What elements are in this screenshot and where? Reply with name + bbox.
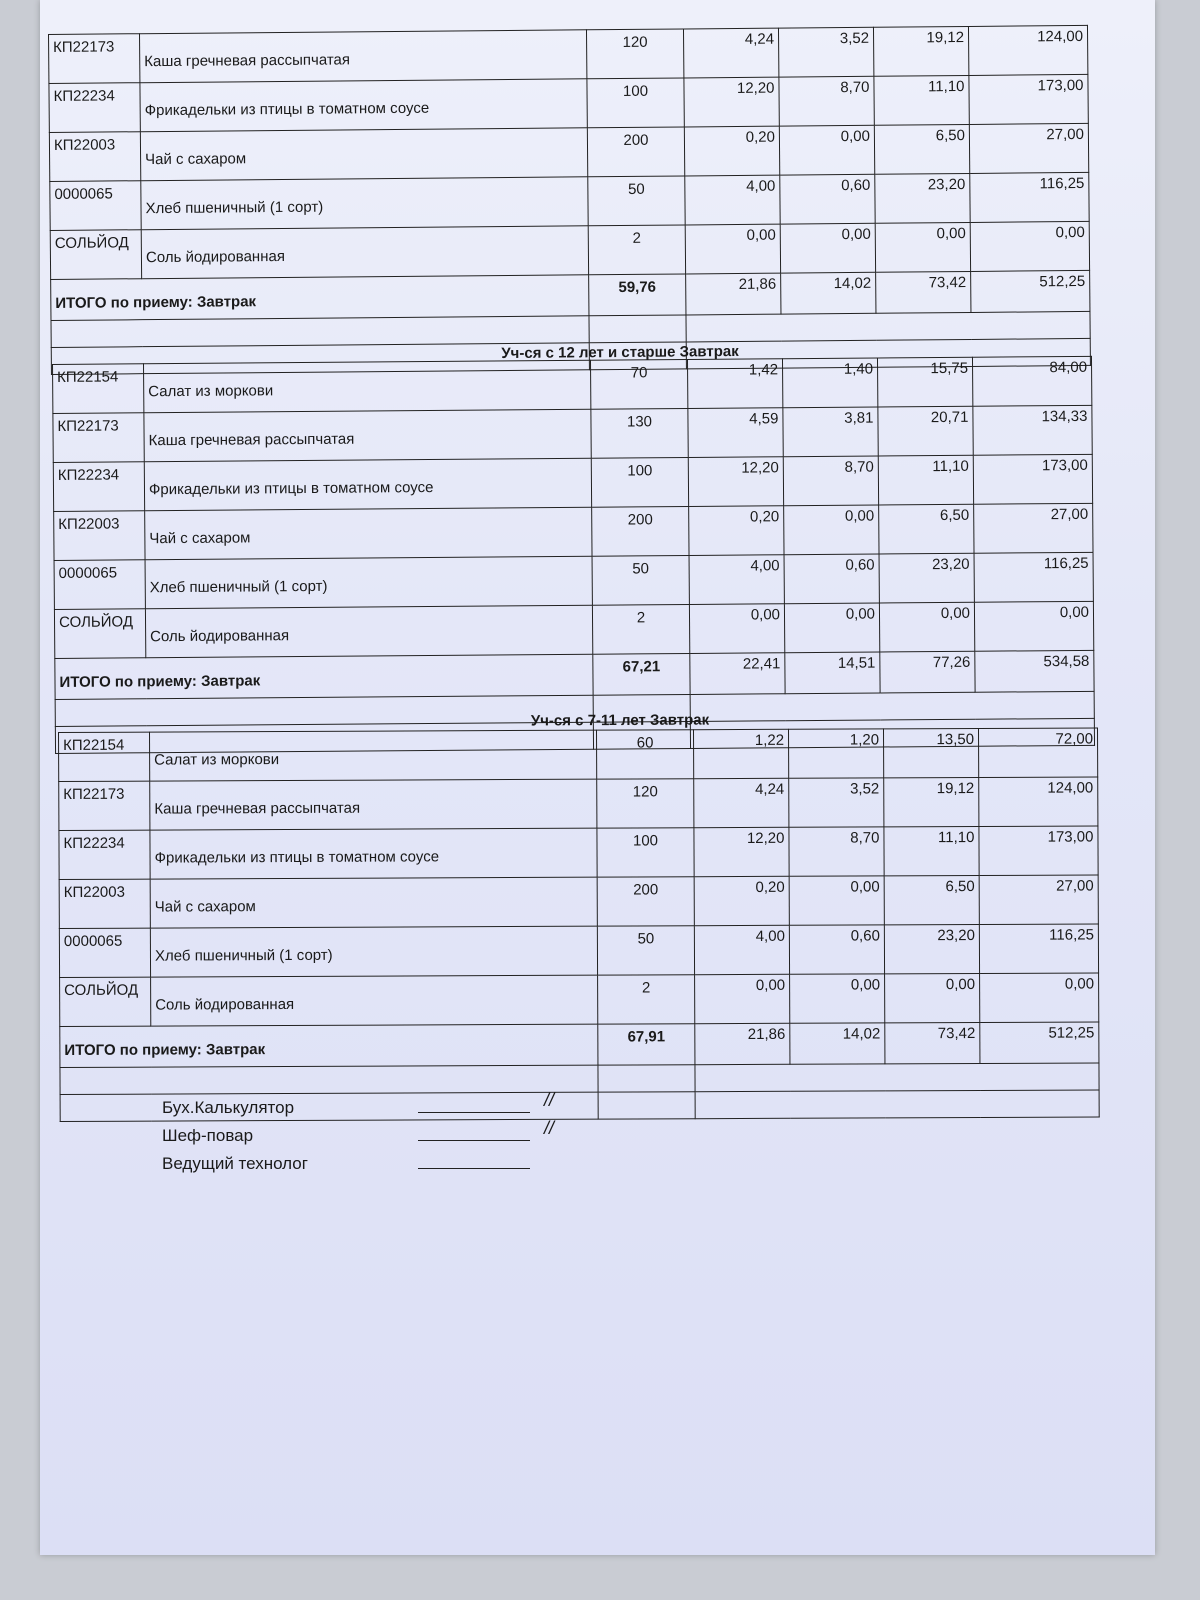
cell-p: 12,20 — [688, 457, 783, 507]
cell-qty: 200 — [592, 507, 689, 557]
table-row — [59, 728, 1098, 782]
total-f: 14,02 — [790, 1023, 885, 1064]
total-row — [60, 1022, 1099, 1068]
cell-p: 0,20 — [684, 126, 779, 176]
cell-c: 11,10 — [878, 455, 973, 505]
cell-name: Фрикадельки из птицы в томатном соусе — [144, 458, 591, 511]
cell-code: 0000065 — [59, 928, 150, 977]
cell-c: 6,50 — [884, 875, 979, 924]
cell-p: 4,24 — [683, 28, 778, 78]
cell-code: КП22173 — [59, 781, 150, 830]
signature-mark: // — [544, 1090, 555, 1110]
cell-name: Салат из моркови — [144, 360, 591, 413]
cell-kcal: 116,25 — [979, 924, 1098, 974]
table-row — [59, 826, 1098, 880]
cell-qty: 2 — [598, 975, 695, 1024]
menu-table-section-3 — [58, 727, 1100, 1122]
cell-kcal: 27,00 — [969, 123, 1088, 173]
cell-f: 8,70 — [789, 827, 884, 876]
cell-name: Фрикадельки из птицы в томатном соусе — [150, 828, 597, 879]
table-row — [60, 973, 1099, 1027]
cell-kcal: 116,25 — [974, 552, 1093, 602]
cell-kcal: 173,00 — [969, 74, 1088, 124]
table-row — [49, 123, 1088, 181]
cell-qty: 120 — [597, 779, 694, 828]
empty-cell — [695, 1063, 1099, 1092]
table-row — [54, 503, 1093, 560]
cell-c: 23,20 — [879, 553, 974, 603]
cell-f: 0,00 — [779, 125, 874, 175]
total-price: 59,76 — [589, 274, 686, 316]
cell-c: 6,50 — [874, 124, 969, 174]
total-label: ИТОГО по приему: Завтрак — [51, 275, 589, 321]
signature-line — [418, 1168, 530, 1169]
cell-f: 3,52 — [778, 27, 873, 77]
cell-kcal: 124,00 — [968, 25, 1087, 75]
total-price: 67,91 — [598, 1024, 695, 1065]
cell-kcal: 173,00 — [973, 454, 1092, 504]
total-f: 14,51 — [785, 652, 880, 694]
cell-code: КП22173 — [53, 413, 144, 463]
cell-name: Соль йодированная — [141, 226, 588, 279]
cell-qty: 200 — [587, 127, 684, 177]
cell-name: Салат из моркови — [150, 730, 597, 781]
cell-qty: 100 — [587, 78, 684, 128]
total-c: 73,42 — [876, 271, 971, 313]
cell-c: 11,10 — [884, 826, 979, 875]
cell-c: 19,12 — [884, 777, 979, 826]
cell-c: 11,10 — [874, 75, 969, 125]
total-kcal: 534,58 — [975, 650, 1094, 692]
cell-name: Чай с сахаром — [145, 507, 592, 560]
cell-p: 12,20 — [694, 827, 789, 876]
section-heading-12-plus: Уч-ся с 12 лет и старше Завтрак — [501, 342, 739, 363]
cell-p: 0,00 — [685, 224, 780, 274]
cell-code: 0000065 — [50, 181, 141, 231]
cell-f: 0,60 — [780, 174, 875, 224]
cell-p: 12,20 — [684, 77, 779, 127]
cell-code: КП22003 — [49, 132, 140, 182]
menu-table-section-2 — [52, 356, 1095, 754]
cell-name: Хлеб пшеничный (1 сорт) — [145, 556, 592, 609]
cell-f: 3,52 — [789, 778, 884, 827]
cell-p: 4,00 — [685, 175, 780, 225]
cell-name: Каша гречневая рассыпчатая — [150, 779, 597, 830]
cell-code: КП22234 — [49, 83, 140, 133]
empty-cell — [695, 1090, 1099, 1119]
cell-kcal: 27,00 — [979, 875, 1098, 925]
cell-name: Соль йодированная — [151, 975, 598, 1026]
empty-cell — [60, 1065, 598, 1094]
cell-p: 4,24 — [694, 778, 789, 827]
cell-f: 1,20 — [788, 729, 883, 778]
cell-kcal: 0,00 — [974, 601, 1093, 651]
cell-code: КП22173 — [49, 34, 140, 84]
table-row — [50, 221, 1089, 279]
cell-p: 4,00 — [689, 555, 784, 605]
cell-f: 0,00 — [784, 505, 879, 555]
empty-cell — [686, 311, 1090, 342]
cell-code: СОЛЬЙОД — [50, 230, 141, 280]
cell-code: КП22003 — [59, 879, 150, 928]
signature-block — [162, 1090, 622, 1182]
cell-name: Хлеб пшеничный (1 сорт) — [141, 177, 588, 230]
cell-name: Каша гречневая рассыпчатая — [140, 30, 587, 83]
cell-kcal: 84,00 — [972, 356, 1091, 406]
signature-label-chef: Шеф-повар — [162, 1126, 254, 1145]
cell-qty: 200 — [597, 877, 694, 926]
signature-line — [418, 1140, 530, 1141]
cell-qty: 100 — [591, 458, 688, 508]
cell-c: 15,75 — [877, 357, 972, 407]
cell-p: 1,22 — [693, 729, 788, 778]
total-label: ИТОГО по приему: Завтрак — [55, 654, 593, 699]
cell-qty: 100 — [597, 828, 694, 877]
cell-code: КП22154 — [59, 732, 150, 781]
cell-p: 0,20 — [689, 506, 784, 556]
cell-f: 1,40 — [782, 358, 877, 408]
cell-name: Чай с сахаром — [150, 877, 597, 928]
table-row — [59, 875, 1098, 929]
total-price: 67,21 — [593, 653, 690, 695]
cell-qty: 2 — [592, 605, 689, 655]
cell-kcal: 173,00 — [979, 826, 1098, 876]
cell-qty: 50 — [592, 556, 689, 606]
cell-c: 23,20 — [875, 173, 970, 223]
empty-cell — [598, 1065, 695, 1092]
cell-f: 0,00 — [789, 876, 884, 925]
table-row — [50, 172, 1089, 230]
cell-qty: 50 — [597, 926, 694, 975]
total-p: 21,86 — [695, 1023, 790, 1064]
cell-qty: 50 — [588, 176, 685, 226]
signature-label-technologist: Ведущий технолог — [162, 1154, 308, 1173]
cell-f: 8,70 — [779, 76, 874, 126]
cell-p: 0,00 — [695, 974, 790, 1023]
cell-f: 0,00 — [784, 603, 879, 653]
cell-qty: 60 — [596, 730, 693, 779]
cell-code: КП22154 — [53, 364, 144, 414]
total-c: 77,26 — [880, 651, 975, 693]
cell-code: СОЛЬЙОД — [54, 609, 145, 659]
total-kcal: 512,25 — [980, 1022, 1099, 1064]
cell-code: 0000065 — [54, 560, 145, 610]
cell-p: 0,20 — [694, 876, 789, 925]
total-kcal: 512,25 — [971, 270, 1090, 312]
cell-code: КП22003 — [54, 511, 145, 561]
cell-name: Фрикадельки из птицы в томатном соусе — [140, 79, 587, 132]
cell-c: 0,00 — [875, 222, 970, 272]
table-row — [53, 454, 1092, 511]
cell-p: 0,00 — [689, 604, 784, 654]
signature-mark: // — [544, 1118, 555, 1138]
cell-code: КП22234 — [53, 462, 144, 512]
total-f: 14,02 — [781, 272, 876, 314]
cell-f: 0,60 — [789, 925, 884, 974]
cell-kcal: 0,00 — [970, 221, 1089, 271]
table-row — [53, 405, 1092, 462]
cell-p: 4,00 — [694, 925, 789, 974]
total-label: ИТОГО по приему: Завтрак — [60, 1024, 598, 1067]
cell-code: СОЛЬЙОД — [60, 977, 151, 1026]
cell-c: 23,20 — [884, 924, 979, 973]
total-p: 21,86 — [686, 273, 781, 315]
total-c: 73,42 — [885, 1022, 980, 1063]
cell-c: 19,12 — [873, 26, 968, 76]
empty-cell — [589, 315, 686, 343]
total-p: 22,41 — [690, 653, 785, 695]
cell-c: 0,00 — [885, 973, 980, 1022]
signature-line — [418, 1112, 530, 1113]
table-row — [59, 777, 1098, 831]
cell-name: Чай с сахаром — [140, 128, 587, 181]
cell-name: Каша гречневая рассыпчатая — [144, 409, 591, 462]
menu-table-section-1 — [48, 25, 1091, 375]
cell-p: 1,42 — [687, 359, 782, 409]
cell-qty: 120 — [586, 29, 683, 79]
cell-kcal: 27,00 — [974, 503, 1093, 553]
cell-kcal: 134,33 — [973, 405, 1092, 455]
table-row — [59, 924, 1098, 978]
cell-kcal: 124,00 — [979, 777, 1098, 827]
section-heading-7-11: Уч-ся с 7-11 лет Завтрак — [530, 711, 710, 730]
cell-name: Хлеб пшеничный (1 сорт) — [150, 926, 597, 977]
cell-qty: 70 — [590, 360, 687, 410]
cell-f: 0,00 — [790, 974, 885, 1023]
cell-kcal: 116,25 — [970, 172, 1089, 222]
table-row — [53, 356, 1092, 413]
cell-c: 20,71 — [878, 406, 973, 456]
signature-technologist — [162, 1154, 622, 1182]
cell-f: 0,00 — [780, 223, 875, 273]
cell-f: 3,81 — [783, 407, 878, 457]
cell-code: КП22234 — [59, 830, 150, 879]
cell-c: 13,50 — [883, 728, 978, 777]
signature-chef — [162, 1118, 622, 1154]
cell-p: 4,59 — [688, 408, 783, 458]
cell-qty: 130 — [591, 409, 688, 459]
table-row — [54, 601, 1093, 658]
signature-label-calculator: Бух.Калькулятор — [162, 1098, 295, 1117]
cell-f: 8,70 — [783, 456, 878, 506]
cell-c: 6,50 — [879, 504, 974, 554]
cell-f: 0,60 — [784, 554, 879, 604]
cell-kcal: 0,00 — [980, 973, 1099, 1023]
cell-kcal: 72,00 — [978, 728, 1097, 778]
cell-c: 0,00 — [879, 602, 974, 652]
cell-qty: 2 — [588, 225, 685, 275]
cell-name: Соль йодированная — [145, 605, 592, 658]
table-row — [54, 552, 1093, 609]
